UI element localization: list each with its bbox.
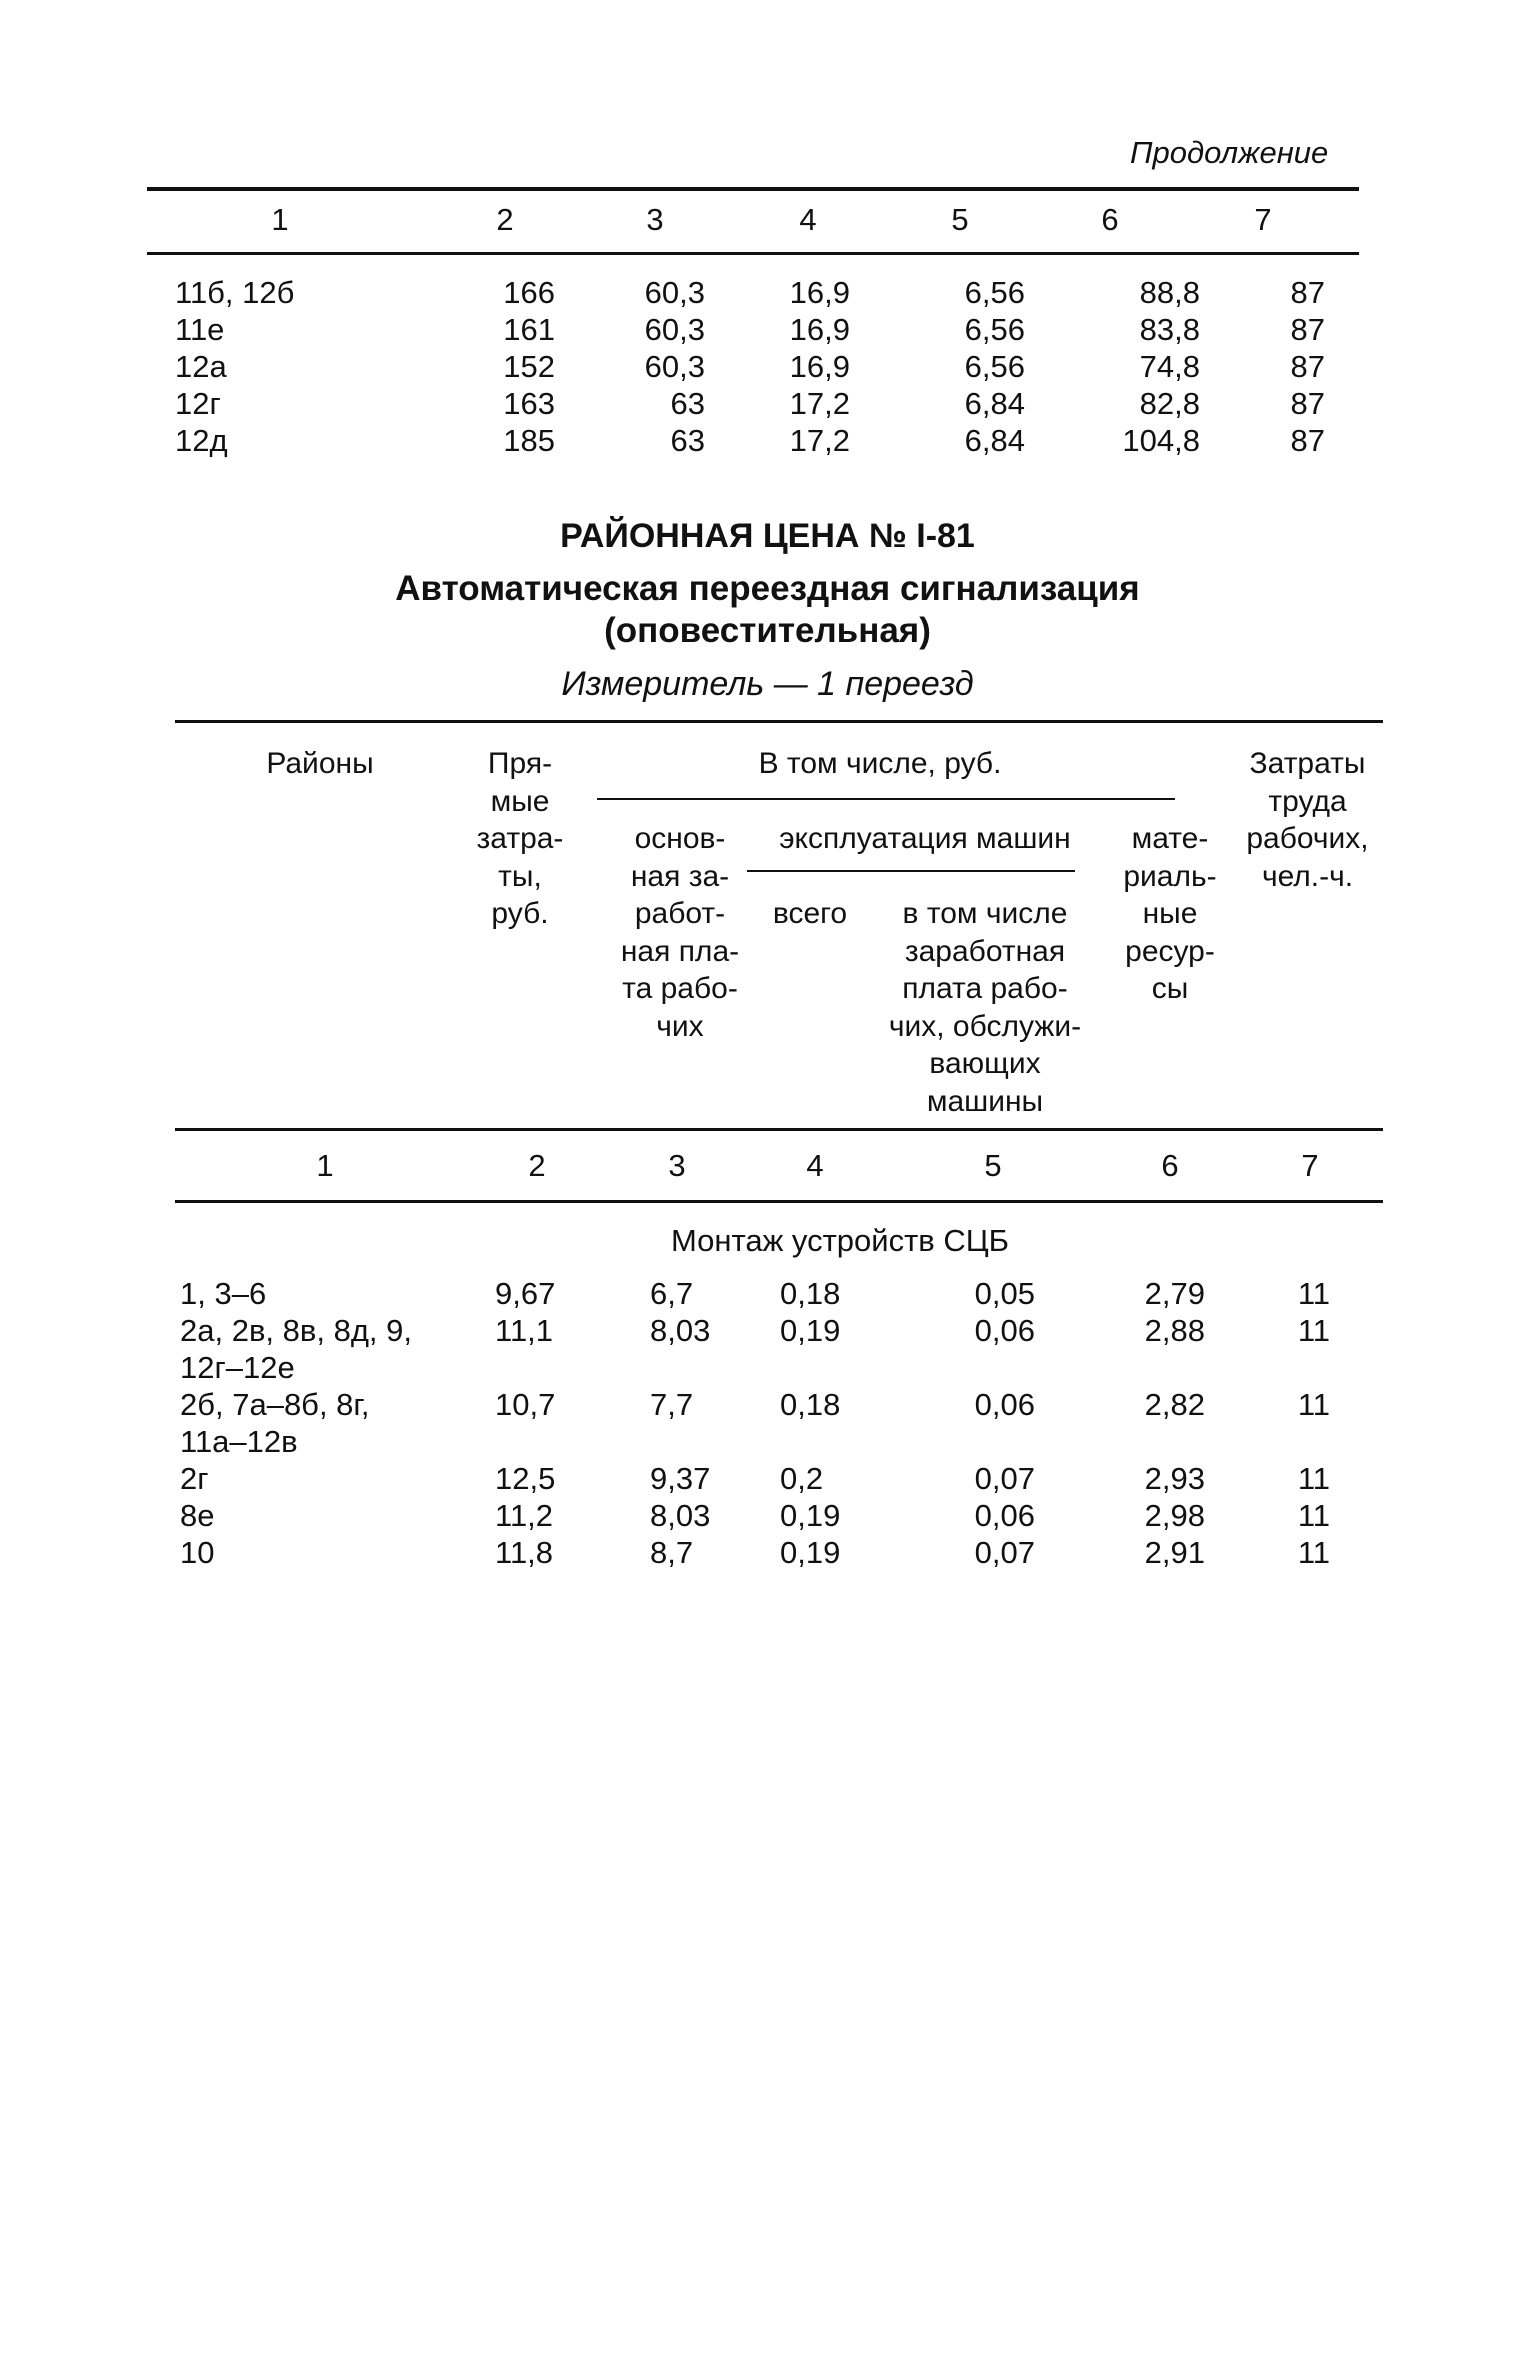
- header-machine-rule: [747, 870, 1075, 872]
- header-including-rule: [597, 798, 1175, 800]
- row-label: 12а: [175, 349, 227, 384]
- main-table-rule-top: [175, 720, 1383, 723]
- table-cell: 60,3: [644, 312, 705, 347]
- table-cell: 63: [670, 423, 705, 458]
- table-cell: 0,06: [974, 1313, 1035, 1348]
- row-label: 11б, 12б: [175, 275, 295, 310]
- table-cell: 12,5: [495, 1461, 556, 1496]
- table-cell: 6,56: [964, 275, 1025, 310]
- group-title: Монтаж устройств СЦБ: [670, 1223, 1010, 1258]
- table-cell: 11: [1297, 1276, 1330, 1311]
- table-cell: 6,56: [964, 312, 1025, 347]
- main-table-rule-numbers-bottom: [175, 1200, 1383, 1203]
- table-cell: 152: [503, 349, 555, 384]
- table-cell: 11,1: [495, 1313, 554, 1348]
- row-label: 12г: [175, 386, 221, 421]
- column-number-5: 5: [951, 202, 969, 237]
- table-cell: 0,18: [780, 1387, 841, 1422]
- table-cell: 63: [670, 386, 705, 421]
- row-label: 10: [180, 1535, 215, 1570]
- table-cell: 8,03: [650, 1313, 711, 1348]
- table-cell: 2,98: [1144, 1498, 1205, 1533]
- main-table-rule-header-bottom: [175, 1128, 1383, 1131]
- table-cell: 83,8: [1139, 312, 1200, 347]
- table-cell: 0,2: [780, 1461, 824, 1496]
- row-label: 12д: [175, 423, 228, 458]
- row-label: 2б, 7а–8б, 8г, 11а–12в: [180, 1387, 370, 1459]
- table-cell: 82,8: [1139, 386, 1200, 421]
- table-cell: 87: [1290, 275, 1325, 310]
- header-machine-operation: эксплуатация машин: [779, 822, 1071, 855]
- top-table-rule-mid: [147, 252, 1359, 255]
- table-cell: 2,93: [1144, 1461, 1205, 1496]
- table-cell: 9,37: [650, 1461, 711, 1496]
- table-cell: 6,84: [964, 386, 1025, 421]
- table-cell: 87: [1290, 386, 1325, 421]
- table-cell: 11: [1297, 1387, 1330, 1422]
- table-cell: 17,2: [789, 386, 850, 421]
- table-cell: 88,8: [1139, 275, 1200, 310]
- table-cell: 11: [1297, 1535, 1330, 1570]
- table-cell: 17,2: [789, 423, 850, 458]
- table-cell: 87: [1290, 349, 1325, 384]
- table-cell: 8,7: [650, 1535, 694, 1570]
- table-cell: 0,19: [780, 1498, 841, 1533]
- table-cell: 6,84: [964, 423, 1025, 458]
- row-label: 8е: [180, 1498, 215, 1533]
- table-cell: 163: [503, 386, 555, 421]
- table-cell: 0,07: [974, 1535, 1035, 1570]
- table-cell: 0,19: [780, 1313, 841, 1348]
- section-title-line2: (оповестительная): [604, 611, 931, 650]
- table-cell: 11: [1297, 1313, 1330, 1348]
- table-cell: 2,88: [1144, 1313, 1205, 1348]
- table-cell: 10,7: [495, 1387, 556, 1422]
- row-label: 1, 3–6: [180, 1276, 267, 1311]
- column-number-7: 7: [1301, 1148, 1319, 1183]
- table-cell: 11: [1297, 1498, 1330, 1533]
- column-number-6: 6: [1101, 202, 1119, 237]
- column-number-6: 6: [1161, 1148, 1179, 1183]
- table-cell: 60,3: [644, 349, 705, 384]
- table-cell: 16,9: [789, 312, 850, 347]
- column-number-3: 3: [646, 202, 664, 237]
- table-cell: 0,18: [780, 1276, 841, 1311]
- header-machine-total: всего: [772, 897, 848, 930]
- column-number-4: 4: [799, 202, 817, 237]
- column-number-5: 5: [984, 1148, 1002, 1183]
- table-cell: 0,06: [974, 1498, 1035, 1533]
- table-cell: 0,07: [974, 1461, 1035, 1496]
- column-number-2: 2: [496, 202, 514, 237]
- column-number-7: 7: [1254, 202, 1272, 237]
- top-table-rule-top: [147, 187, 1359, 191]
- table-cell: 8,03: [650, 1498, 711, 1533]
- table-cell: 0,05: [974, 1276, 1035, 1311]
- table-cell: 60,3: [644, 275, 705, 310]
- table-cell: 2,82: [1144, 1387, 1205, 1422]
- table-cell: 104,8: [1122, 423, 1200, 458]
- price-number-heading: РАЙОННАЯ ЦЕНА № I-81: [560, 517, 975, 555]
- column-number-4: 4: [806, 1148, 824, 1183]
- table-cell: 161: [503, 312, 555, 347]
- row-label: 2г: [180, 1461, 209, 1496]
- table-cell: 2,79: [1144, 1276, 1205, 1311]
- table-cell: 7,7: [650, 1387, 694, 1422]
- continuation-label: Продолжение: [1130, 135, 1329, 170]
- table-cell: 16,9: [789, 275, 850, 310]
- column-number-1: 1: [271, 202, 289, 237]
- table-cell: 11: [1297, 1461, 1330, 1496]
- header-machine-wages: в том числе заработная плата рабо- чих, обслужи- вающих машины: [888, 897, 1082, 1118]
- measure-line: Измеритель — 1 переезд: [561, 665, 974, 703]
- column-number-3: 3: [668, 1148, 686, 1183]
- table-cell: 9,67: [495, 1276, 556, 1311]
- header-direct-costs: Пря- мые затра- ты, руб.: [476, 747, 564, 930]
- table-cell: 0,06: [974, 1387, 1035, 1422]
- column-number-1: 1: [316, 1148, 334, 1183]
- table-cell: 6,56: [964, 349, 1025, 384]
- table-cell: 185: [503, 423, 555, 458]
- table-cell: 87: [1290, 312, 1325, 347]
- column-number-2: 2: [528, 1148, 546, 1183]
- table-cell: 2,91: [1144, 1535, 1205, 1570]
- header-regions: Районы: [266, 747, 374, 780]
- header-labor-costs: Затраты труда рабочих, чел.-ч.: [1246, 747, 1369, 893]
- table-cell: 166: [503, 275, 555, 310]
- table-cell: 11,8: [495, 1535, 554, 1570]
- row-label: 11е: [175, 312, 225, 347]
- header-materials: мате- риаль- ные ресур- сы: [1123, 822, 1217, 1005]
- table-cell: 0,19: [780, 1535, 841, 1570]
- table-cell: 6,7: [650, 1276, 694, 1311]
- table-cell: 11,2: [495, 1498, 554, 1533]
- header-including: В том числе, руб.: [758, 747, 1002, 780]
- row-label: 2а, 2в, 8в, 8д, 9, 12г–12е: [180, 1313, 412, 1385]
- table-cell: 87: [1290, 423, 1325, 458]
- table-cell: 16,9: [789, 349, 850, 384]
- table-cell: 74,8: [1139, 349, 1200, 384]
- section-title-line1: Автоматическая переездная сигнализация: [395, 569, 1140, 608]
- header-labor-wages: основ- ная за- работ- ная пла- та рабо- чих: [620, 822, 740, 1043]
